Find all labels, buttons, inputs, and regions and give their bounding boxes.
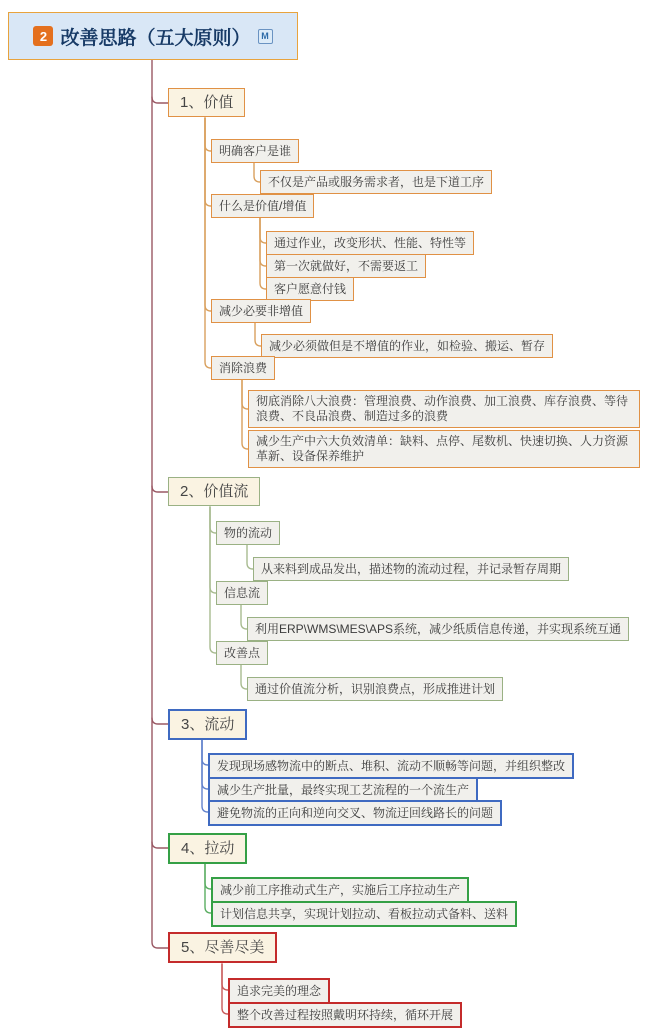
topic-node[interactable]: 利用ERP\WMS\MES\APS系统，减少纸质信息传递，并实现系统互通 xyxy=(247,617,629,641)
topic-node[interactable]: 不仅是产品或服务需求者，也是下道工序 xyxy=(260,170,492,194)
topic-node[interactable]: 通过作业，改变形状、性能、特性等 xyxy=(266,231,474,255)
branch-topic-perfection[interactable]: 5、尽善尽美 xyxy=(168,932,277,963)
topic-node[interactable]: 减少前工序推动式生产，实施后工序拉动生产 xyxy=(211,877,469,903)
topic-node[interactable]: 减少必要非增值 xyxy=(211,299,311,323)
topic-node[interactable]: 从来料到成品发出，描述物的流动过程，并记录暂存周期 xyxy=(253,557,569,581)
topic-node[interactable]: 改善点 xyxy=(216,641,268,665)
branch-topic-pull[interactable]: 4、拉动 xyxy=(168,833,247,864)
topic-node[interactable]: 避免物流的正向和逆向交叉、物流迂回线路长的问题 xyxy=(208,800,502,826)
topic-node[interactable]: 减少生产批量，最终实现工艺流程的一个流生产 xyxy=(208,777,478,803)
root-topic-title: 改善思路（五大原则） xyxy=(60,27,251,49)
topic-node[interactable]: 整个改善过程按照戴明环持续，循环开展 xyxy=(228,1002,462,1028)
branch-topic-value[interactable]: 1、价值 xyxy=(168,88,245,117)
topic-node[interactable]: 客户愿意付钱 xyxy=(266,277,354,301)
marker-icon: M xyxy=(258,29,273,44)
topic-node[interactable]: 什么是价值/增值 xyxy=(211,194,314,218)
branch-topic-value-stream[interactable]: 2、价值流 xyxy=(168,477,260,506)
numbering-badge-icon: 2 xyxy=(33,26,53,46)
topic-node[interactable]: 物的流动 xyxy=(216,521,280,545)
topic-node[interactable]: 通过价值流分析，识别浪费点，形成推进计划 xyxy=(247,677,503,701)
root-topic[interactable] xyxy=(8,12,298,60)
topic-node[interactable]: 明确客户是谁 xyxy=(211,139,299,163)
topic-node[interactable]: 追求完美的理念 xyxy=(228,978,330,1004)
topic-node[interactable]: 减少生产中六大负效清单：缺料、点停、尾数机、快速切换、人力资源革新、设备保养维护 xyxy=(248,430,640,468)
branch-topic-flow[interactable]: 3、流动 xyxy=(168,709,247,740)
topic-node[interactable]: 信息流 xyxy=(216,581,268,605)
topic-node[interactable]: 彻底消除八大浪费：管理浪费、动作浪费、加工浪费、库存浪费、等待浪费、不良品浪费、制造过多的浪费 xyxy=(248,390,640,428)
topic-node[interactable]: 消除浪费 xyxy=(211,356,275,380)
topic-node[interactable]: 减少必须做但是不增值的作业，如检验、搬运、暂存 xyxy=(261,334,553,358)
topic-node[interactable]: 第一次就做好，不需要返工 xyxy=(266,254,426,278)
topic-node[interactable]: 计划信息共享，实现计划拉动、看板拉动式备料、送料 xyxy=(211,901,517,927)
topic-node[interactable]: 发现现场感物流中的断点、堆积、流动不顺畅等问题，并组织整改 xyxy=(208,753,574,779)
